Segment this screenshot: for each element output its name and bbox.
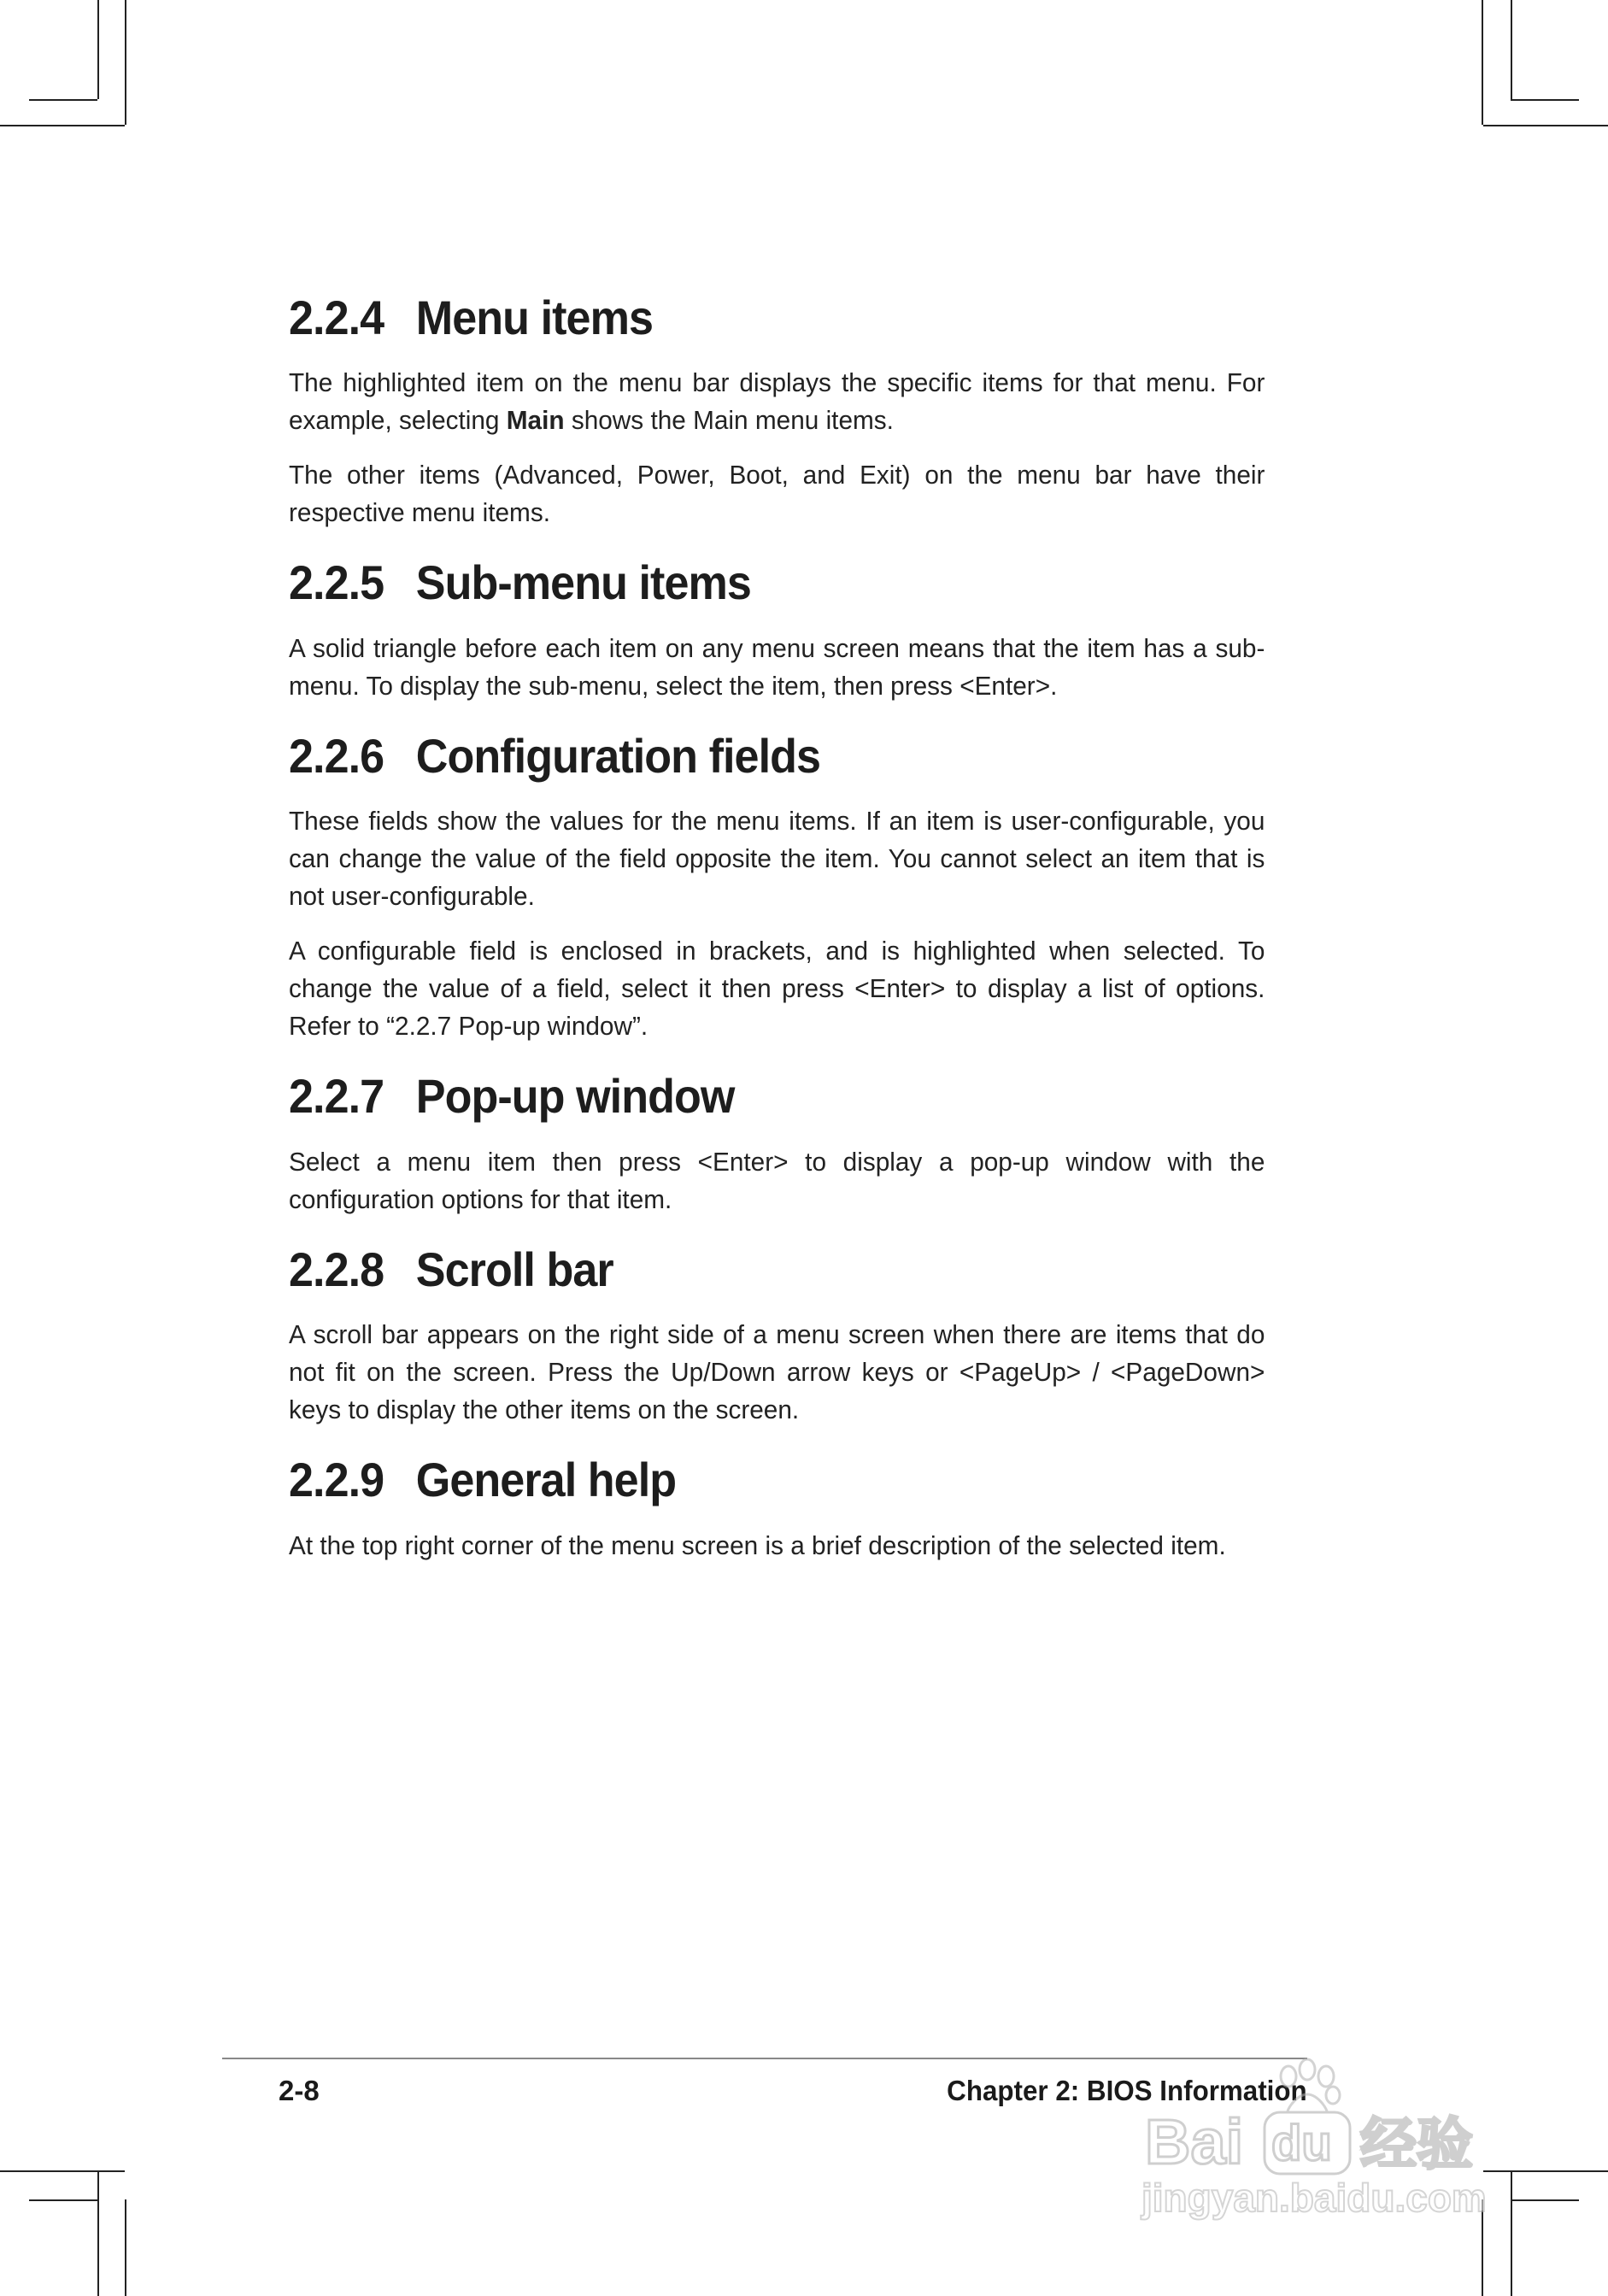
crop-mark — [1511, 2199, 1579, 2201]
paragraph — [289, 456, 1265, 531]
section-heading — [289, 1069, 1235, 1124]
section-heading — [289, 729, 1235, 784]
section-number: 2.2.7 — [289, 1069, 384, 1124]
section-configuration-fields — [289, 729, 1306, 1045]
svg-text:du: du — [1271, 2116, 1332, 2171]
crop-mark — [97, 2170, 99, 2296]
section-title: Menu items — [415, 291, 653, 344]
section-number: 2.2.9 — [289, 1453, 384, 1507]
paragraph-text: The other items (Advanced, Power, Boot, and Exit) on the menu bar have their respective menu items. — [289, 460, 1265, 528]
paragraph — [289, 932, 1265, 1045]
section-pop-up-window — [289, 1069, 1306, 1218]
paragraph-text: A scroll bar appears on the right side of a menu screen when there are items that do not fit on the screen. Press the Up/Down arrow keys or <PageUp> / <PageDown> keys to display the other items on the screen. — [289, 1319, 1265, 1425]
watermark-logo-text: Bai — [1145, 2106, 1244, 2177]
section-title: Pop-up window — [415, 1069, 735, 1124]
section-number: 2.2.5 — [289, 555, 384, 610]
paragraph — [289, 630, 1265, 705]
paragraph-text: At the top right corner of the menu screen is a brief description of the selected item. — [289, 1530, 1226, 1560]
paragraph-text: The highlighted item on the menu bar displays the specific items for that menu. For example, selecting — [289, 367, 1265, 436]
crop-mark — [125, 0, 126, 125]
watermark-url: jingyan.baidu.com — [1141, 2176, 1487, 2220]
crop-mark — [0, 125, 125, 126]
crop-mark — [1482, 0, 1483, 125]
section-general-help — [289, 1453, 1306, 1564]
section-title: Scroll bar — [415, 1242, 613, 1296]
crop-mark — [1483, 125, 1608, 126]
paragraph-text: These fields show the values for the menu items. If an item is user-configurable, you can change the value of the field opposite the item. You cannot select an item that is not user-configurable. — [289, 806, 1265, 912]
section-number: 2.2.8 — [289, 1242, 384, 1296]
paragraph-bold-text: Main — [506, 405, 565, 436]
chapter-title: Chapter 2: BIOS Information — [947, 2075, 1307, 2106]
crop-mark — [97, 0, 99, 99]
paragraph-text: A solid triangle before each item on any menu screen means that the item has a sub-menu. To display the sub-menu, select the item, then press <Enter>. — [289, 632, 1265, 701]
section-scroll-bar — [289, 1242, 1306, 1429]
paragraph — [289, 802, 1265, 915]
crop-mark — [125, 2199, 126, 2296]
crop-mark — [29, 2199, 97, 2201]
paragraph-text: A configurable field is enclosed in brackets, and is highlighted when selected. To change the value of a field, select it then press <Enter> to display a list of options. Refer to “2.2.7 Pop-up window”. — [289, 936, 1265, 1042]
paragraph-text: Select a menu item then press <Enter> to display a pop-up window with the configuration options for that item. — [289, 1146, 1265, 1214]
paragraph — [289, 1527, 1265, 1565]
crop-mark — [29, 99, 97, 101]
page-number: 2-8 — [279, 2075, 320, 2106]
section-sub-menu-items — [289, 555, 1306, 704]
section-heading — [289, 555, 1235, 610]
crop-mark — [0, 2170, 125, 2172]
baidu-watermark-logo — [1136, 2051, 1512, 2222]
section-title: General help — [415, 1453, 677, 1507]
section-heading — [289, 1453, 1235, 1507]
section-heading — [289, 1242, 1235, 1297]
section-number: 2.2.6 — [289, 728, 384, 783]
paragraph — [289, 1316, 1265, 1429]
section-title: Sub-menu items — [415, 555, 751, 610]
section-number: 2.2.4 — [289, 291, 384, 344]
paragraph — [289, 364, 1265, 439]
page-content — [289, 291, 1306, 1588]
paragraph-text: shows the Main menu items. — [564, 405, 894, 436]
crop-mark — [1511, 0, 1512, 99]
section-heading — [289, 291, 1235, 345]
section-menu-items — [289, 291, 1306, 531]
paragraph — [289, 1143, 1265, 1218]
section-title: Configuration fields — [415, 728, 821, 783]
crop-mark — [1511, 99, 1579, 101]
svg-text:经验: 经验 — [1360, 2111, 1473, 2177]
